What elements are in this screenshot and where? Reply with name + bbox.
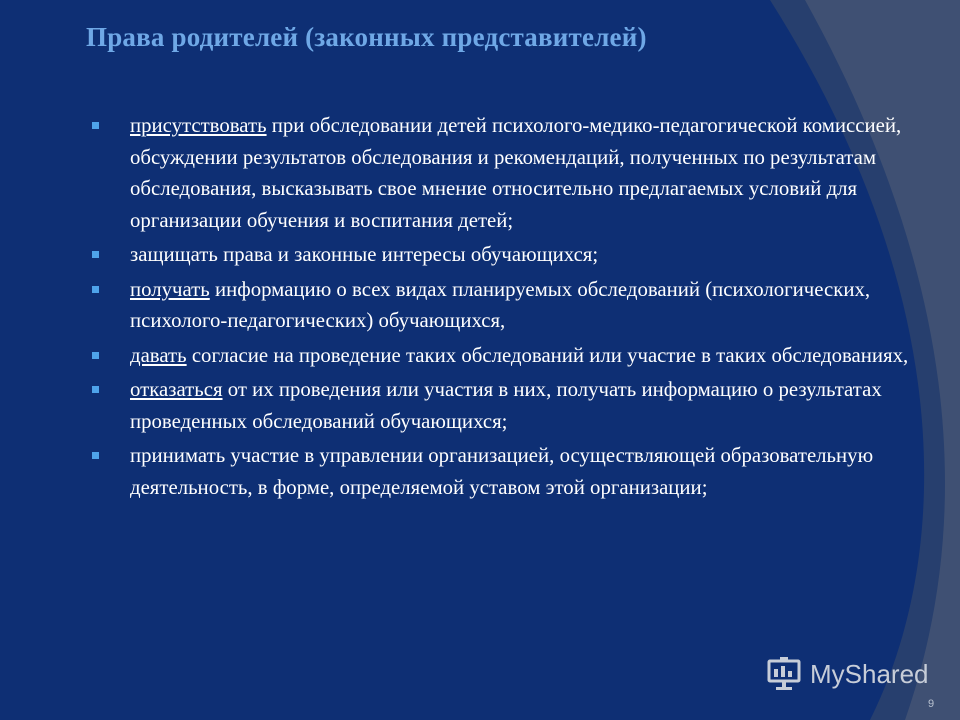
watermark-logo bbox=[766, 657, 929, 691]
page-number: 9 bbox=[928, 698, 935, 710]
square-bullet-icon bbox=[92, 122, 99, 129]
item-text: согласие на проведение таких обследований или участие в таких обследованиях, bbox=[186, 343, 909, 367]
item-text: при обследовании детей психолого-медико-педагогической комиссией, обсуждении результатов обследования и рекомендаций, полученных по результатам обследования, высказывать свое мнение относительно предлагаемых условий для организации обучения и воспитания детей; bbox=[130, 114, 902, 232]
item-text: принимать участие в управлении организацией, осуществляющей образовательную деятельность, в форме, определяемой уставом этой организации; bbox=[130, 444, 874, 499]
list-item bbox=[92, 239, 942, 271]
square-bullet-icon bbox=[92, 286, 99, 293]
list-item bbox=[92, 274, 942, 337]
list-item bbox=[92, 340, 942, 372]
item-text: от их проведения или участия в них, получать информацию о результатах проведенных обследований обучающихся; bbox=[130, 378, 882, 433]
list-item bbox=[92, 440, 942, 503]
item-lead: получать bbox=[130, 277, 210, 301]
item-lead: давать bbox=[130, 343, 187, 367]
list-item bbox=[92, 374, 942, 437]
watermark-text: MyShared bbox=[810, 658, 929, 689]
slide-title: Права родителей (законных представителей) bbox=[86, 22, 647, 52]
square-bullet-icon bbox=[92, 452, 99, 459]
square-bullet-icon bbox=[92, 352, 99, 359]
item-text: защищать права и законные интересы обучающихся; bbox=[130, 243, 599, 266]
presentation-board-icon bbox=[766, 657, 802, 691]
square-bullet-icon bbox=[92, 251, 99, 258]
item-text: информацию о всех видах планируемых обследований (психологических, психолого-педагогических) обучающихся, bbox=[130, 277, 871, 332]
item-lead: присутствовать bbox=[130, 114, 267, 137]
bullet-list bbox=[92, 110, 942, 506]
square-bullet-icon bbox=[92, 386, 99, 393]
item-lead: отказаться bbox=[130, 378, 223, 401]
list-item bbox=[92, 110, 942, 236]
